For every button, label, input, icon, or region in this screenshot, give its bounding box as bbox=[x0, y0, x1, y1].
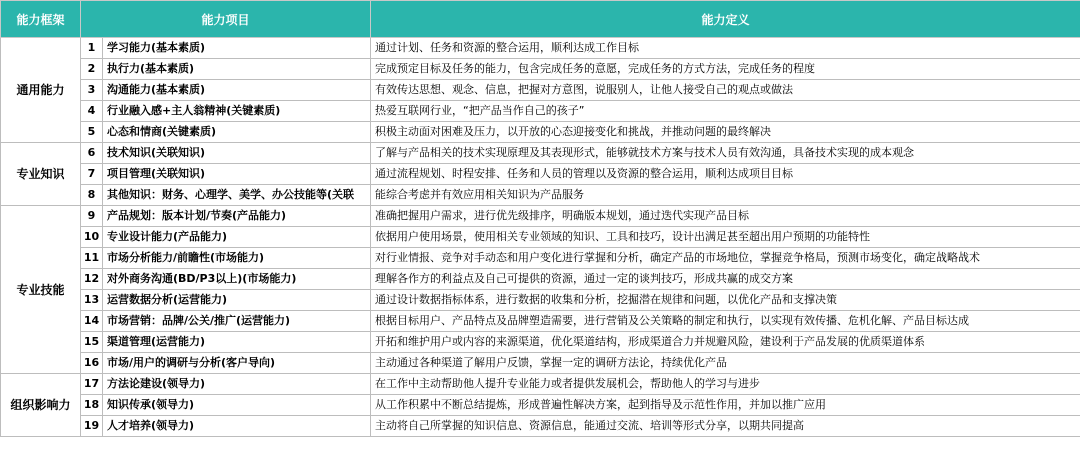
ability-definition: 完成预定目标及任务的能力，包含完成任务的意愿，完成任务的方式方法，完成任务的程度 bbox=[371, 59, 1080, 80]
ability-definition: 能综合考虑并有效应用相关知识为产品服务 bbox=[371, 185, 1080, 206]
ability-item: 市场/用户的调研与分析(客户导向) bbox=[103, 353, 371, 374]
table-row bbox=[1, 164, 1080, 185]
ability-item: 产品规划：版本计划/节奏(产品能力) bbox=[103, 206, 371, 227]
row-number: 18 bbox=[81, 395, 103, 416]
table-row bbox=[1, 290, 1080, 311]
table-row bbox=[1, 80, 1080, 101]
table-row bbox=[1, 416, 1080, 437]
table-row bbox=[1, 122, 1080, 143]
row-number: 8 bbox=[81, 185, 103, 206]
ability-item: 渠道管理(运营能力) bbox=[103, 332, 371, 353]
ability-definition: 通过设计数据指标体系，进行数据的收集和分析，挖掘潜在规律和问题，以优化产品和支撑决策 bbox=[371, 290, 1080, 311]
table-row bbox=[1, 143, 1080, 164]
ability-definition: 主动通过各种渠道了解用户反馈，掌握一定的调研方法论，持续优化产品 bbox=[371, 353, 1080, 374]
ability-item: 运营数据分析(运营能力) bbox=[103, 290, 371, 311]
ability-item: 其他知识：财务、心理学、美学、办公技能等(关联 bbox=[103, 185, 371, 206]
ability-definition: 主动将自己所掌握的知识信息、资源信息，能通过交流、培训等形式分享，以期共同提高 bbox=[371, 416, 1080, 437]
ability-item: 执行力(基本素质) bbox=[103, 59, 371, 80]
row-number: 17 bbox=[81, 374, 103, 395]
header-definition: 能力定义 bbox=[371, 1, 1080, 38]
ability-definition: 通过流程规划、时程安排、任务和人员的管理以及资源的整合运用，顺利达成项目目标 bbox=[371, 164, 1080, 185]
ability-item: 沟通能力(基本素质) bbox=[103, 80, 371, 101]
row-number: 5 bbox=[81, 122, 103, 143]
header-item: 能力项目 bbox=[81, 1, 371, 38]
ability-definition: 根据目标用户、产品特点及品牌塑造需要，进行营销及公关策略的制定和执行，以实现有效传播、危机化解、产品目标达成 bbox=[371, 311, 1080, 332]
ability-definition: 通过计划、任务和资源的整合运用，顺利达成工作目标 bbox=[371, 38, 1080, 59]
row-number: 13 bbox=[81, 290, 103, 311]
ability-item: 项目管理(关联知识) bbox=[103, 164, 371, 185]
ability-item: 市场营销：品牌/公关/推广(运营能力) bbox=[103, 311, 371, 332]
header-framework: 能力框架 bbox=[1, 1, 81, 38]
table-row bbox=[1, 101, 1080, 122]
row-number: 2 bbox=[81, 59, 103, 80]
ability-item: 技术知识(关联知识) bbox=[103, 143, 371, 164]
row-number: 10 bbox=[81, 227, 103, 248]
ability-item: 人才培养(领导力) bbox=[103, 416, 371, 437]
category-skills: 专业技能 bbox=[1, 206, 81, 374]
ability-definition: 依据用户使用场景，使用相关专业领域的知识、工具和技巧，设计出满足甚至超出用户预期的功能特性 bbox=[371, 227, 1080, 248]
row-number: 15 bbox=[81, 332, 103, 353]
ability-item: 知识传承(领导力) bbox=[103, 395, 371, 416]
category-general: 通用能力 bbox=[1, 38, 81, 143]
table-row bbox=[1, 38, 1080, 59]
ability-definition: 从工作积累中不断总结提炼，形成普遍性解决方案，起到指导及示范性作用，并加以推广应用 bbox=[371, 395, 1080, 416]
ability-definition: 理解各作方的利益点及自己可提供的资源，通过一定的谈判技巧，形成共赢的成交方案 bbox=[371, 269, 1080, 290]
category-knowledge: 专业知识 bbox=[1, 143, 81, 206]
ability-definition: 了解与产品相关的技术实现原理及其表现形式，能够就技术方案与技术人员有效沟通，具备技术实现的成本观念 bbox=[371, 143, 1080, 164]
table-row bbox=[1, 311, 1080, 332]
ability-definition: 对行业情报、竞争对手动态和用户变化进行掌握和分析，确定产品的市场地位，掌握竞争格局，预测市场变化，确定战略战术 bbox=[371, 248, 1080, 269]
ability-definition: 有效传达思想、观念、信息，把握对方意图，说服别人，让他人接受自己的观点或做法 bbox=[371, 80, 1080, 101]
table-row bbox=[1, 59, 1080, 80]
row-number: 11 bbox=[81, 248, 103, 269]
ability-item: 学习能力(基本素质) bbox=[103, 38, 371, 59]
row-number: 6 bbox=[81, 143, 103, 164]
table-row bbox=[1, 269, 1080, 290]
ability-definition: 开拓和维护用户或内容的来源渠道，优化渠道结构，形成渠道合力并规避风险，建设利于产品发展的优质渠道体系 bbox=[371, 332, 1080, 353]
row-number: 9 bbox=[81, 206, 103, 227]
row-number: 3 bbox=[81, 80, 103, 101]
ability-definition: 积极主动面对困难及压力，以开放的心态迎接变化和挑战，并推动问题的最终解决 bbox=[371, 122, 1080, 143]
row-number: 12 bbox=[81, 269, 103, 290]
category-influence: 组织影响力 bbox=[1, 374, 81, 437]
table-row bbox=[1, 227, 1080, 248]
ability-item: 对外商务沟通(BD/P3以上)(市场能力) bbox=[103, 269, 371, 290]
ability-definition: 准确把握用户需求，进行优先级排序，明确版本规划，通过迭代实现产品目标 bbox=[371, 206, 1080, 227]
row-number: 19 bbox=[81, 416, 103, 437]
table-row bbox=[1, 185, 1080, 206]
ability-item: 市场分析能力/前瞻性(市场能力) bbox=[103, 248, 371, 269]
table-row bbox=[1, 206, 1080, 227]
table-row bbox=[1, 395, 1080, 416]
ability-item: 专业设计能力(产品能力) bbox=[103, 227, 371, 248]
row-number: 7 bbox=[81, 164, 103, 185]
table-header-row bbox=[1, 1, 1080, 38]
table-row bbox=[1, 248, 1080, 269]
row-number: 16 bbox=[81, 353, 103, 374]
ability-item: 方法论建设(领导力) bbox=[103, 374, 371, 395]
table-row bbox=[1, 332, 1080, 353]
row-number: 4 bbox=[81, 101, 103, 122]
row-number: 14 bbox=[81, 311, 103, 332]
ability-definition: 热爱互联网行业，“把产品当作自己的孩子” bbox=[371, 101, 1080, 122]
ability-item: 行业融入感+主人翁精神(关键素质) bbox=[103, 101, 371, 122]
row-number: 1 bbox=[81, 38, 103, 59]
ability-item: 心态和情商(关键素质) bbox=[103, 122, 371, 143]
table-row bbox=[1, 353, 1080, 374]
table-row bbox=[1, 374, 1080, 395]
ability-definition: 在工作中主动帮助他人提升专业能力或者提供发展机会，帮助他人的学习与进步 bbox=[371, 374, 1080, 395]
